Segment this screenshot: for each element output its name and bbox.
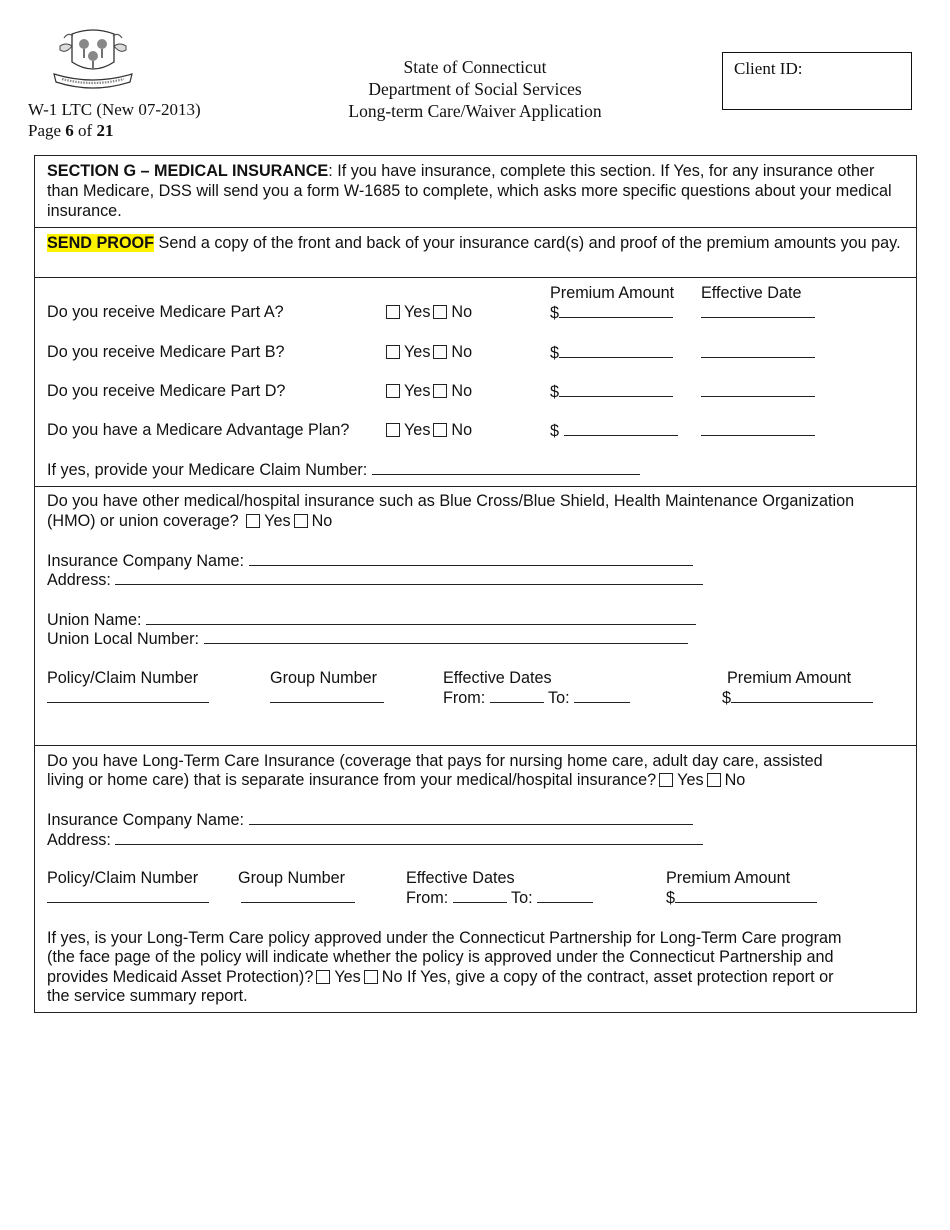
divider [35, 227, 916, 228]
ltc-policy-claim-field[interactable] [47, 888, 209, 909]
insurance-address: Address: [47, 570, 703, 591]
effective-date-field[interactable] [701, 303, 815, 324]
agency-line: Department of Social Services [368, 79, 582, 99]
no-checkbox[interactable] [707, 773, 721, 787]
effective-date-field[interactable] [701, 343, 815, 364]
send-proof-tag: SEND PROOF [47, 234, 155, 252]
yes-no-choice: Yes No [383, 343, 472, 363]
ltc-premium-amount-field[interactable]: $ [666, 888, 817, 909]
claim-number-field[interactable] [372, 460, 640, 475]
partnership-question-3: provides Medicaid Asset Protection)? Yes No If Yes, give a copy of the contract, asset protection report or [47, 968, 834, 986]
state-seal-logo [42, 24, 144, 92]
client-id-box[interactable] [722, 52, 912, 110]
ltc-group-number-field[interactable] [241, 888, 355, 909]
yes-no-choice: Yes No [383, 382, 472, 402]
group-number-field[interactable] [270, 688, 384, 709]
effective-dates-label: Effective Dates [443, 669, 552, 687]
divider [35, 745, 916, 746]
partnership-question-4: the service summary report. [47, 987, 248, 1005]
divider [35, 486, 916, 487]
effective-date-field[interactable] [701, 382, 815, 403]
yes-checkbox[interactable] [316, 970, 330, 984]
address-field[interactable] [115, 570, 703, 585]
other-insurance-question: Do you have other medical/hospital insurance such as Blue Cross/Blue Shield, Health Maintenance Organization [47, 492, 855, 510]
policy-claim-label: Policy/Claim Number [47, 669, 199, 687]
yes-checkbox[interactable] [246, 514, 260, 528]
yes-checkbox[interactable] [386, 423, 400, 437]
partnership-question-2: (the face page of the policy will indicate whether the policy is approved under the Connecticut Partnership and [47, 948, 834, 966]
premium-field[interactable]: $ [550, 343, 673, 364]
ltc-policy-claim-label: Policy/Claim Number [47, 869, 199, 887]
client-id-label: Client ID: [734, 59, 803, 78]
union-name: Union Name: [47, 610, 696, 631]
effective-dates-fields: From: To: [443, 688, 630, 709]
ltc-effective-dates-fields: From: To: [406, 888, 593, 909]
no-checkbox[interactable] [364, 970, 378, 984]
ltc-group-number-label: Group Number [238, 869, 346, 887]
from-date-field[interactable] [490, 688, 544, 703]
union-name-field[interactable] [146, 610, 696, 625]
premium-amount-header: Premium Amount [550, 284, 675, 302]
premium-field[interactable]: $ [550, 382, 673, 403]
partnership-question: If yes, is your Long-Term Care policy approved under the Connecticut Partnership for Long-Term Care program [47, 929, 842, 947]
union-local-number: Union Local Number: [47, 629, 688, 650]
question-label: Do you receive Medicare Part D? [47, 382, 286, 400]
yes-checkbox[interactable] [386, 305, 400, 319]
no-checkbox[interactable] [433, 345, 447, 359]
no-checkbox[interactable] [433, 384, 447, 398]
section-g-intro: SECTION G – MEDICAL INSURANCE: If you have insurance, complete this section. If Yes, for any insurance other than Medicare, DSS will send you a form W-1685 to complete, which asks more specific questions about your medical insurance. [47, 162, 892, 220]
agency-line: State of Connecticut [403, 57, 547, 77]
form-identifier [28, 99, 201, 141]
yes-no-choice: Yes No [383, 303, 472, 323]
section-g-title: SECTION G – MEDICAL INSURANCE [47, 162, 329, 180]
ltc-effective-dates-label: Effective Dates [406, 869, 515, 887]
yes-checkbox[interactable] [659, 773, 673, 787]
premium-field[interactable]: $ [550, 303, 673, 324]
premium-amount-label: Premium Amount [727, 669, 852, 687]
to-date-field[interactable] [537, 888, 593, 903]
agency-heading [300, 56, 650, 122]
form-number: W-1 LTC (New 07-2013) [28, 100, 201, 119]
union-local-field[interactable] [204, 629, 688, 644]
section-g-form [34, 155, 917, 1013]
yes-checkbox[interactable] [386, 345, 400, 359]
other-insurance-question-2: (HMO) or union coverage? Yes No [47, 512, 333, 530]
to-date-field[interactable] [574, 688, 630, 703]
yes-checkbox[interactable] [386, 384, 400, 398]
no-checkbox[interactable] [433, 423, 447, 437]
ltc-insurance-question: Do you have Long-Term Care Insurance (coverage that pays for nursing home care, adult day care, assisted [47, 752, 823, 770]
medicare-claim-number: If yes, provide your Medicare Claim Number: [47, 460, 640, 481]
group-number-label: Group Number [270, 669, 378, 687]
yes-no-choice: Yes No [383, 421, 472, 441]
ltc-address: Address: [47, 830, 703, 851]
question-label: Do you receive Medicare Part A? [47, 303, 284, 321]
insurance-company-name: Insurance Company Name: [47, 551, 693, 572]
ltc-premium-amount-label: Premium Amount [666, 869, 791, 887]
company-name-field[interactable] [249, 551, 693, 566]
no-checkbox[interactable] [294, 514, 308, 528]
ltc-insurance-question-2: living or home care) that is separate insurance from your medical/hospital insurance? Yes No [47, 771, 746, 789]
address-field[interactable] [115, 830, 703, 845]
from-date-field[interactable] [453, 888, 507, 903]
send-proof-note: SEND PROOF Send a copy of the front and back of your insurance card(s) and proof of the premium amounts you pay. [47, 234, 901, 252]
company-name-field[interactable] [249, 810, 693, 825]
premium-amount-field[interactable]: $ [722, 688, 873, 709]
page-indicator: Page 6 of 21 [28, 121, 114, 140]
agency-line: Long-term Care/Waiver Application [348, 101, 602, 121]
question-label: Do you have a Medicare Advantage Plan? [47, 421, 350, 439]
ltc-company-name: Insurance Company Name: [47, 810, 693, 831]
effective-date-field[interactable] [701, 421, 815, 442]
question-label: Do you receive Medicare Part B? [47, 343, 285, 361]
premium-field[interactable]: $ [550, 421, 678, 442]
divider [35, 277, 916, 278]
policy-claim-field[interactable] [47, 688, 209, 709]
no-checkbox[interactable] [433, 305, 447, 319]
effective-date-header: Effective Date [701, 284, 802, 302]
